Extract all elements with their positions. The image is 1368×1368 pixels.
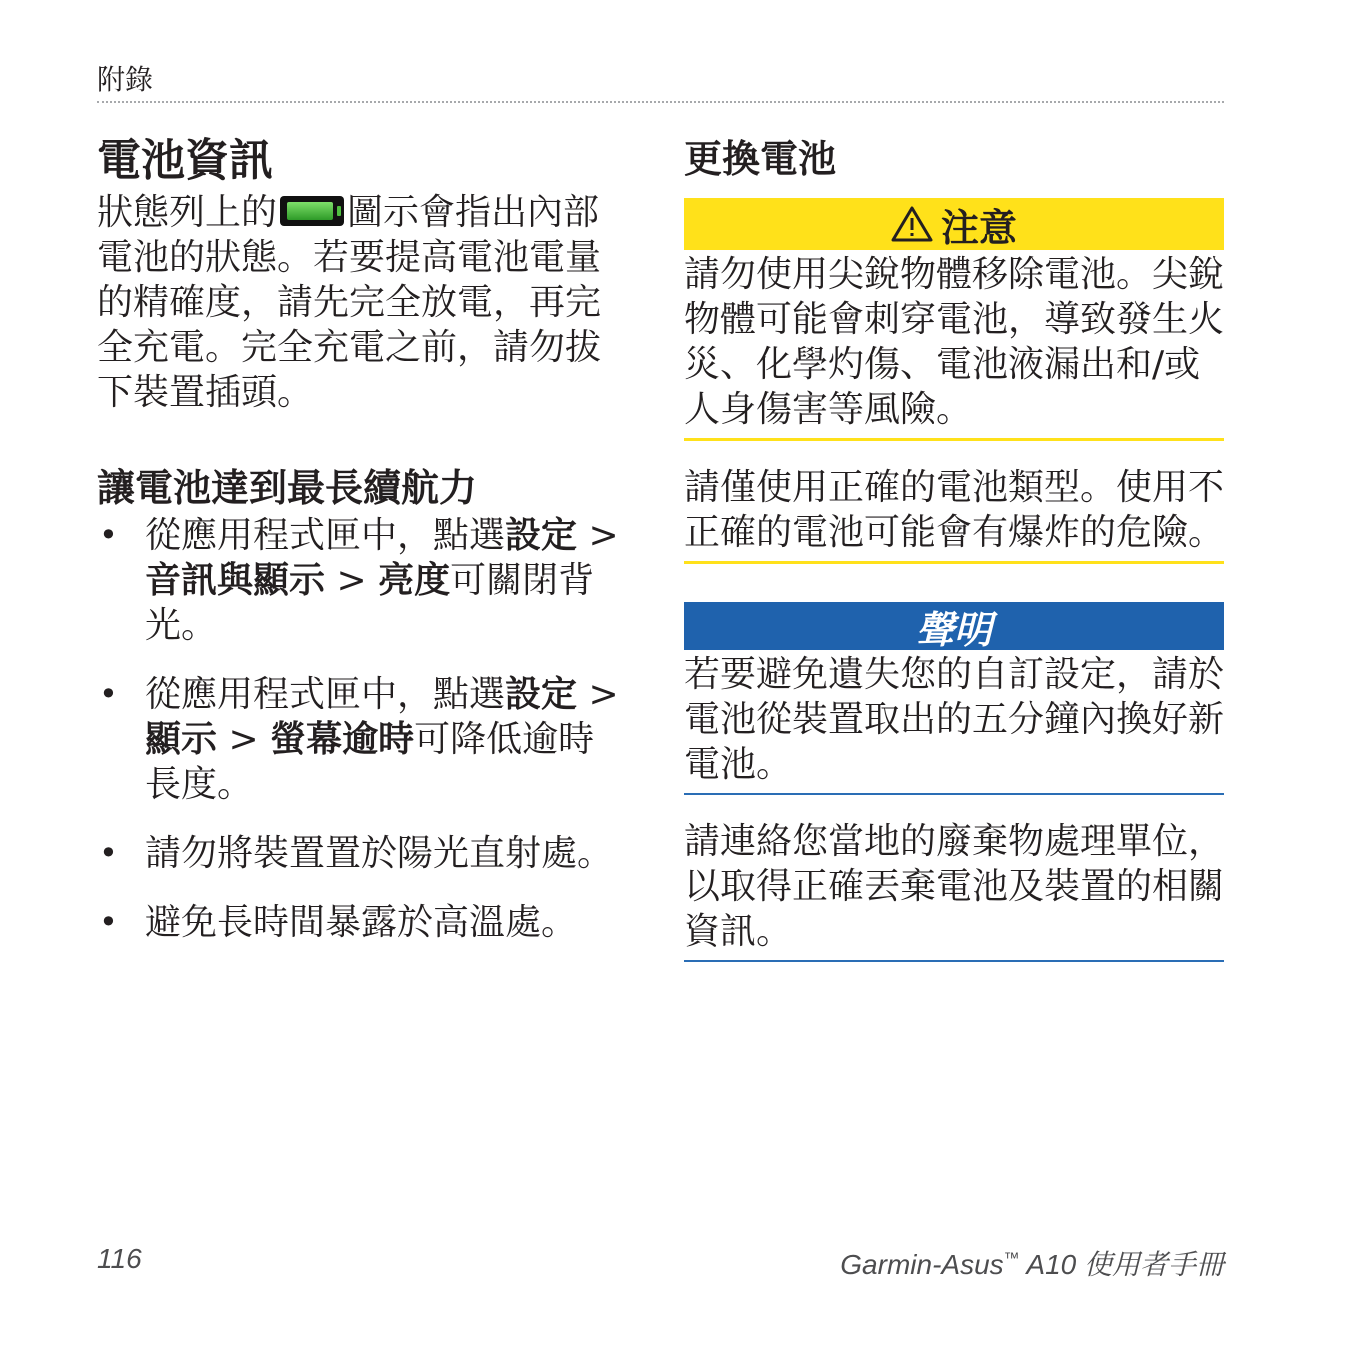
replace-battery-title: 更換電池	[684, 137, 837, 181]
battery-info-column	[97, 132, 622, 969]
menu-separator: >	[577, 674, 619, 715]
caution-banner	[684, 198, 1224, 250]
manual-brand: Garmin-Asus	[840, 1249, 1004, 1280]
notice-banner	[684, 602, 1224, 650]
menu-path-brightness: 亮度	[378, 560, 451, 601]
section-title: 電池資訊	[97, 135, 273, 186]
bullet: •	[99, 903, 118, 941]
header-divider	[97, 101, 1224, 103]
menu-path-screen-timeout: 螢幕逾時	[270, 719, 415, 760]
tip-text: 從應用程式匣中，點選	[145, 674, 506, 715]
bullet: •	[99, 675, 118, 713]
page-number: 116	[97, 1243, 142, 1274]
notice-disposal: 請連絡您當地的廢棄物處理單位，以取得正確丟棄電池及裝置的相關資訊。	[684, 817, 1224, 962]
tip-text: 可關閉背光。	[145, 560, 595, 646]
caution-label: 注意	[940, 205, 1017, 250]
menu-separator: >	[577, 515, 619, 556]
running-head: 附錄	[97, 63, 154, 96]
list-item	[97, 513, 622, 648]
caution-battery-type: 請僅使用正確的電池類型。使用不正確的電池可能會有爆炸的危險。	[684, 463, 1224, 564]
menu-separator: >	[325, 560, 379, 601]
list-item	[97, 831, 622, 876]
spacer	[684, 441, 1224, 463]
trademark-symbol: ™	[1003, 1250, 1020, 1268]
caution-sharp-objects: 請勿使用尖銳物體移除電池。尖銳物體可能會刺穿電池，導致發生火災、化學灼傷、電池液漏出和/或人身傷害等風險。	[684, 250, 1224, 441]
battery-icon	[280, 196, 344, 226]
battery-life-subhead: 讓電池達到最長續航力	[97, 466, 478, 510]
intro-text-end: 圖示會指出內部電池的狀態。若要提高電池電量的精確度，請先完全放電，再完全充電。完全充電之前，請勿拔下裝置插頭。	[97, 192, 602, 413]
tip-text: 可降低逾時長度。	[145, 719, 595, 805]
battery-tips-list	[97, 513, 622, 945]
menu-path-settings: 設定	[505, 515, 578, 556]
battery-info-paragraph	[97, 190, 622, 415]
menu-path-display: 顯示	[145, 719, 218, 760]
spacer	[684, 795, 1224, 817]
menu-separator: >	[217, 719, 271, 760]
notice-custom-settings: 若要避免遺失您的自訂設定，請於電池從裝置取出的五分鐘內換好新電池。	[684, 650, 1224, 795]
list-item	[97, 900, 622, 945]
bullet: •	[99, 834, 118, 872]
notice-label: 聲明	[915, 607, 992, 652]
tip-text: 避免長時間暴露於高溫處。	[145, 902, 578, 943]
list-item	[97, 672, 622, 807]
tip-text: 從應用程式匣中，點選	[145, 515, 506, 556]
intro-text-start: 狀態列上的	[97, 192, 278, 233]
bullet: •	[99, 516, 118, 554]
warning-triangle-icon	[891, 205, 933, 243]
menu-path-audio-display: 音訊與顯示	[145, 560, 326, 601]
replace-battery-column	[684, 134, 1224, 962]
menu-path-settings: 設定	[505, 674, 578, 715]
manual-title	[840, 1243, 1224, 1283]
manual-name: A10 使用者手冊	[1019, 1249, 1224, 1280]
tip-text: 請勿將裝置置於陽光直射處。	[145, 833, 614, 874]
